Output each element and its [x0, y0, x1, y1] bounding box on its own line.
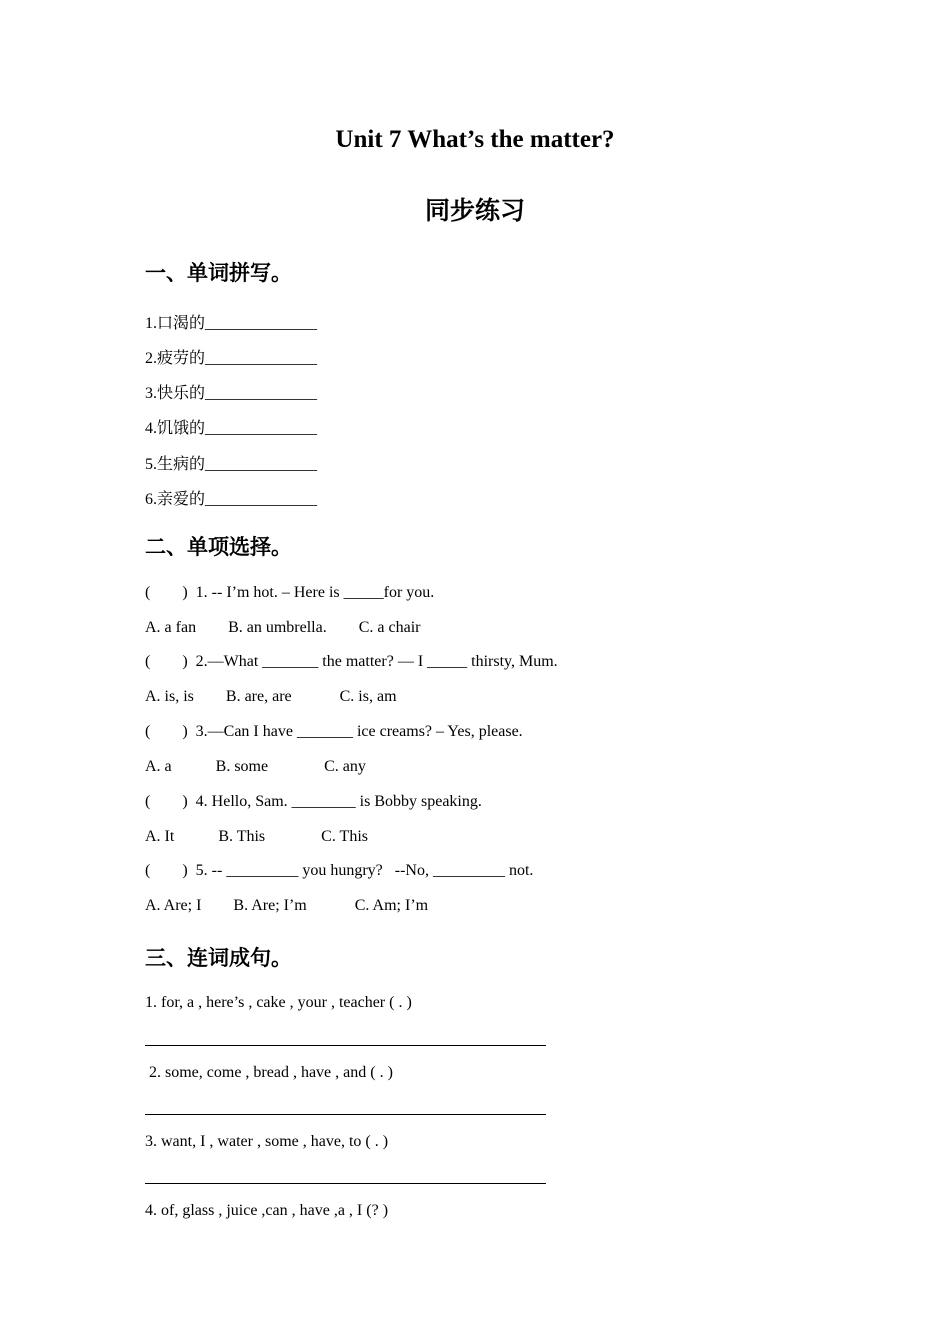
choice-question-1: ( ) 1. -- I’m hot. – Here is _____for you. — [145, 584, 435, 601]
spelling-item-6: 6.亲爱的______________ — [145, 491, 318, 508]
choice-options-2: A. is, is B. are, are C. is, am — [145, 688, 397, 705]
worksheet-title: Unit 7 What’s the matter? — [335, 126, 615, 153]
section2-heading: 二、单项选择。 — [145, 535, 292, 559]
section3-heading: 三、连词成句。 — [145, 946, 292, 970]
choice-options-3: A. a B. some C. any — [145, 758, 366, 775]
choice-question-3: ( ) 3.—Can I have _______ ice creams? – Yes, please. — [145, 723, 523, 740]
worksheet-subtitle: 同步练习 — [424, 198, 525, 225]
sentence-answer-line-3 — [145, 1183, 546, 1184]
spelling-item-5: 5.生病的______________ — [145, 456, 318, 473]
spelling-item-1: 1.口渴的______________ — [145, 315, 318, 332]
sentence-item-4: 4. of, glass , juice ,can , have ,a , I (? ) — [145, 1202, 389, 1219]
choice-question-2: ( ) 2.—What _______ the matter? — I _____ thirsty, Mum. — [145, 653, 558, 670]
sentence-item-1: 1. for, a , here’s , cake , your , teacher ( . ) — [145, 994, 412, 1011]
spelling-item-3: 3.快乐的______________ — [145, 385, 318, 402]
sentence-answer-line-1 — [145, 1045, 546, 1046]
choice-question-5: ( ) 5. -- _________ you hungry? --No, _________ not. — [145, 862, 534, 879]
choice-options-1: A. a fan B. an umbrella. C. a chair — [145, 619, 421, 636]
choice-options-5: A. Are; I B. Are; I’m C. Am; I’m — [145, 897, 429, 914]
sentence-item-2: 2. some, come , bread , have , and ( . ) — [145, 1064, 393, 1081]
spelling-item-4: 4.饥饿的______________ — [145, 420, 318, 437]
spelling-item-2: 2.疲劳的______________ — [145, 350, 318, 367]
sentence-answer-line-2 — [145, 1114, 546, 1115]
choice-options-4: A. It B. This C. This — [145, 828, 368, 845]
choice-question-4: ( ) 4. Hello, Sam. ________ is Bobby speaking. — [145, 793, 482, 810]
section1-heading: 一、单词拼写。 — [145, 261, 292, 285]
sentence-item-3: 3. want, I , water , some , have, to ( . ) — [145, 1133, 389, 1150]
